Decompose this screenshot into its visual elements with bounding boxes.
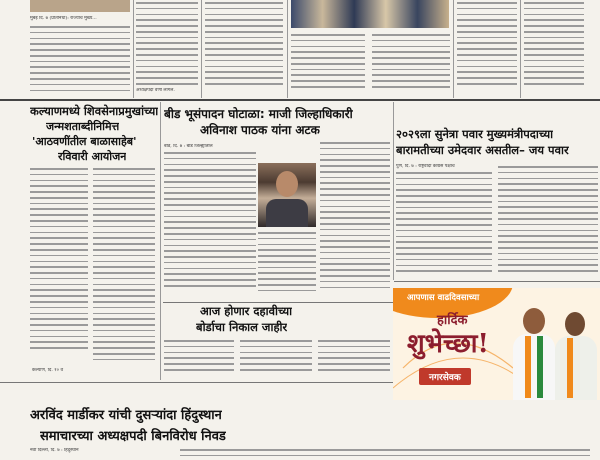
pawar-col2-lines <box>498 166 598 280</box>
top-photo-left <box>30 0 130 12</box>
ad-person2-scarf <box>567 338 573 398</box>
top-col4-lines <box>291 34 365 96</box>
ad-person-head <box>523 308 545 334</box>
top-col5-lines <box>372 34 450 96</box>
ad-person-scarf <box>537 336 543 398</box>
ad-person-scarf <box>525 336 531 398</box>
top-col2-lines <box>136 2 198 96</box>
headline-exam-1: आज होणार दहावीच्या <box>200 304 293 318</box>
kalyan-dateline: कल्याण, दि. १० वे <box>32 368 64 373</box>
top-divider <box>453 0 454 98</box>
top-col6-lines <box>457 2 517 96</box>
ad-badge: नगरसेवक <box>419 368 471 385</box>
beed-col2-lines <box>258 232 316 302</box>
ad-person-body <box>513 334 555 400</box>
top-col1-lines <box>30 26 130 96</box>
headline-mardikar-2: समाचारच्या अध्यक्षपदी बिनविरोध निवड <box>40 429 226 444</box>
exam-col2-lines <box>240 340 312 376</box>
beed-official-photo <box>258 163 316 227</box>
headline-kalyan-3: 'आठवणींतील बाळासाहेब' <box>32 135 137 148</box>
beed-divider <box>393 102 394 280</box>
top-col2-tail: अध्यक्षपदी वर्णी लागेल. <box>136 88 175 93</box>
headline-beed-2: अविनाश पाठक यांना अटक <box>200 123 320 137</box>
headline-beed-1: बीड भूसंपादन घोटाळा: माजी जिल्हाधिकारी <box>164 107 353 121</box>
birthday-ad <box>393 288 600 400</box>
beed-photo-body <box>266 199 308 227</box>
top-photo-group <box>291 0 449 28</box>
headline-exam-2: बोर्डाचा निकाल जाहीर <box>196 320 288 334</box>
beed-photo-face <box>276 171 298 197</box>
beed-dateline: बीड, दि. ७ : बीड जिल्ह्यातील <box>164 144 213 149</box>
ad-greeting-line3: शुभेच्छा! <box>407 329 489 359</box>
exam-col3-lines <box>318 340 390 376</box>
top-divider <box>201 0 202 98</box>
top-col7-lines <box>524 2 584 96</box>
ad-person2-body <box>555 336 597 400</box>
headline-kalyan-2: जन्मशताब्दीनिमित्त <box>46 120 120 133</box>
top-divider <box>133 0 134 98</box>
top-col1-text: मुंबई दि. ७ (प्रतिनिधी): राज्याचे मुख्य... <box>30 16 97 21</box>
ad-person-main <box>511 300 557 400</box>
pawar-col1-lines <box>396 172 492 280</box>
beed-col1-lines <box>164 152 256 302</box>
kalyan-divider <box>160 102 161 380</box>
ad-person2-head <box>565 312 585 336</box>
top-divider <box>520 0 521 98</box>
mardikar-top-rule <box>0 382 393 383</box>
pawar-dateline: पुणे, दि. ७ : राष्ट्रवादी काँग्रेस पक्षाचे <box>396 164 455 169</box>
beed-bottom-rule <box>163 302 393 303</box>
ad-person-second <box>555 308 597 400</box>
top-divider <box>287 0 288 98</box>
kalyan-col2-lines <box>93 168 155 376</box>
ad-greeting-line1: आपणास वाढदिवसाच्या <box>407 293 480 303</box>
mardikar-dateline: नवी दिल्ली, दि. ७ : हिंदुस्थान <box>30 448 79 453</box>
top-strip <box>0 0 600 98</box>
exam-col1-lines <box>164 340 234 376</box>
mardikar-lines <box>180 449 590 459</box>
headline-pawar-2: बारामतीच्या उमेदवार असतील– जय पवार <box>396 143 569 157</box>
headline-kalyan-1: कल्याणमध्ये शिवसेनाप्रमुखांच्या <box>30 104 159 118</box>
headline-pawar-1: २०२९ला सुनेत्रा पवार मुख्यमंत्रीपदाच्या <box>396 127 554 141</box>
headline-kalyan-4: रविवारी आयोजन <box>58 150 127 163</box>
headline-mardikar-1: अरविंद मार्डीकर यांची दुसऱ्यांदा हिंदुस्थान <box>30 408 222 423</box>
top-col3-lines <box>205 2 283 96</box>
pawar-bottom-rule <box>394 281 600 282</box>
beed-col3-lines <box>320 142 390 302</box>
section-divider <box>0 99 600 101</box>
kalyan-col1-lines <box>30 168 88 368</box>
ad-greeting-line2: हार्दिक <box>437 313 468 328</box>
